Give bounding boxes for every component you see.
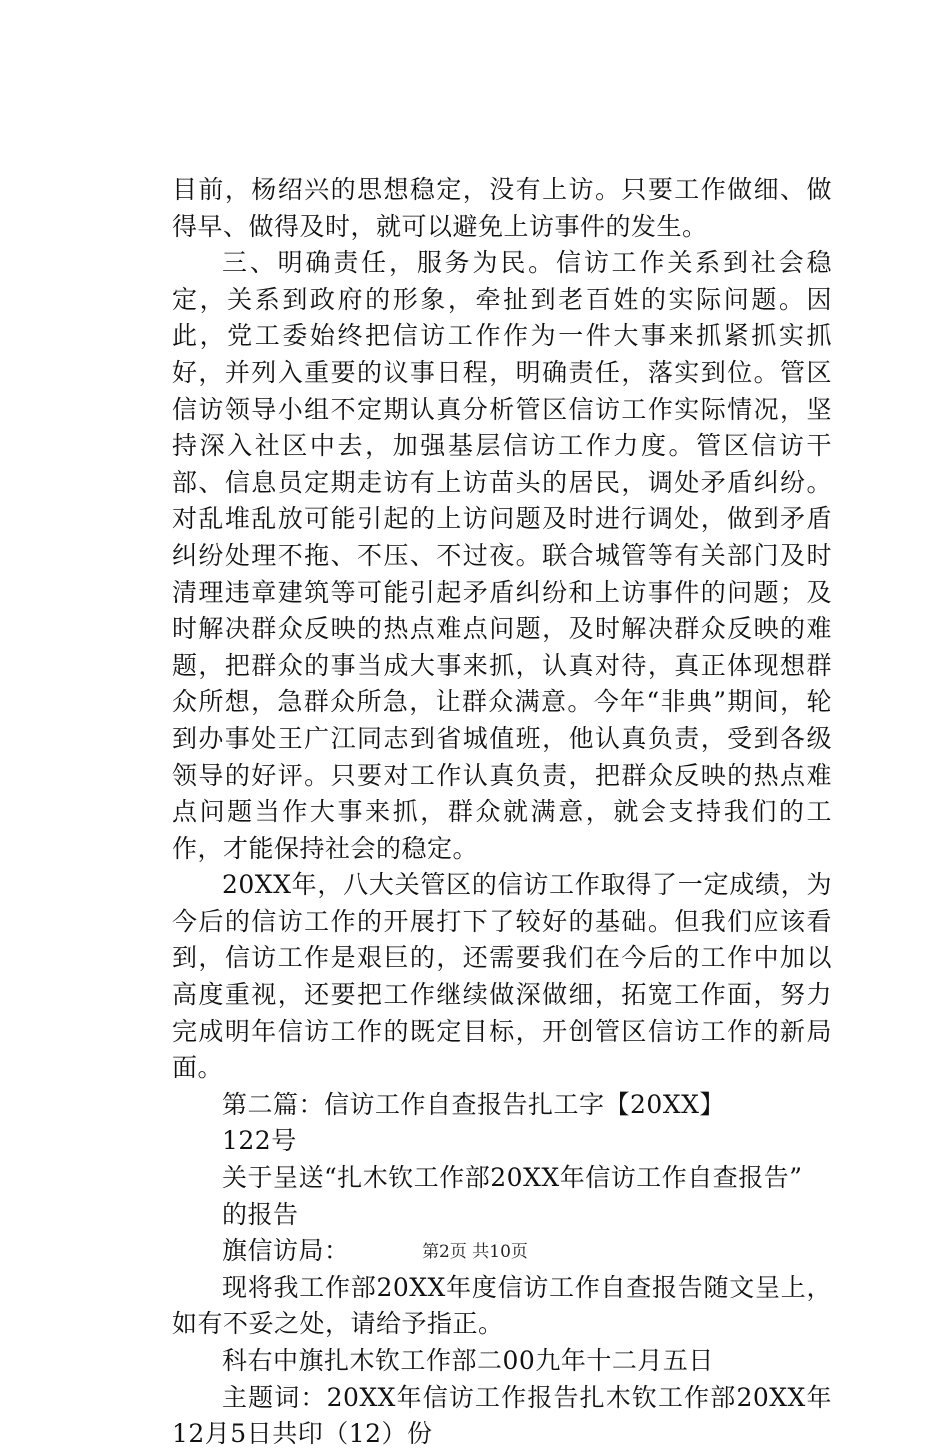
- paragraph-section-three: 三、明确责任，服务为民。信访工作关系到社会稳定，关系到政府的形象，牵扯到老百姓的实际问题。因此，党工委始终把信访工作作为一件大事来抓紧抓实抓好，并列入重要的议事日程，明确责任，落实到位。管区信访领导小组不定期认真分析管区信访工作实际情况，坚持深入社区中去，加强基层信访工作力度。管区信访干部、信息员定期走访有上访苗头的居民，调处矛盾纠纷。对乱堆乱放可能引起的上访问题及时进行调处，做到矛盾纠纷处理不拖、不压、不过夜。联合城管等有关部门及时清理违章建筑等可能引起矛盾纠纷和上访事件的问题；及时解决群众反映的热点难点问题，及时解决群众反映的难题，把群众的事当成大事来抓，认真对待，真正体现想群众所想，急群众所急，让群众满意。今年“非典”期间，轮到办事处王广江同志到省城值班，他认真负责，受到各级领导的好评。只要对工作认真负责，把群众反映的热点难点问题当作大事来抓，群众就满意，就会支持我们的工作，才能保持社会的稳定。: [172, 248, 832, 863]
- paragraph-report-title-cont: 的报告: [222, 1199, 299, 1229]
- paragraph-continuation: 目前，杨绍兴的思想稳定，没有上访。只要工作做细、做得早、做得及时，就可以避免上访事件的发生。: [172, 175, 832, 241]
- paragraph-addressee: 旗信访局：: [222, 1236, 350, 1266]
- paragraph-second-title: 第二篇：信访工作自查报告扎工字【20XX】: [222, 1089, 725, 1119]
- paragraph-report-title: 关于呈送“扎木钦工作部20XX年信访工作自查报告”: [222, 1163, 803, 1193]
- paragraph-keywords: 主题词：20XX年信访工作报告扎木钦工作部20XX年12月5日共印（12）份: [172, 1382, 832, 1449]
- page-footer: 第2页 共10页: [422, 1242, 528, 1262]
- paragraph-submission: 现将我工作部20XX年度信访工作自查报告随文呈上，如有不妥之处，请给予指正。: [172, 1272, 832, 1339]
- paragraph-signature: 科右中旗扎木钦工作部二00九年十二月五日: [222, 1346, 714, 1375]
- paragraph-summary: 20XX年，八大关管区的信访工作取得了一定成绩，为今后的信访工作的开展打下了较好的基础。但我们应该看到，信访工作是艰巨的，还需要我们在今后的工作中加以高度重视，还要把工作继续做深做细，拓宽工作面，努力完成明年信访工作的既定目标，开创管区信访工作的新局面。: [172, 870, 832, 1083]
- paragraph-doc-number: 122号: [222, 1126, 297, 1156]
